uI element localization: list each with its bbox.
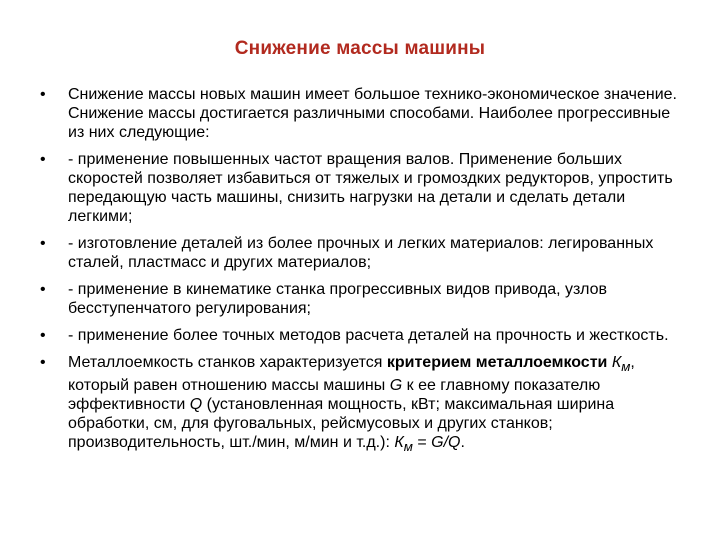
term-bold: критерием металлоемкости — [386, 354, 608, 371]
symbol-subscript: м — [621, 359, 631, 375]
bullet-text: - применение повышенных частот вращения валов. Применение больших скоростей позволяет избавиться от тяжелых и громоздких редукторов, упростить передающую часть машины, снизить нагрузки на детали и сделать детали легкими; — [68, 151, 673, 225]
bullet-marker: • — [40, 354, 46, 371]
text-run: к ее главному показателю эффективности — [68, 377, 601, 414]
symbol-subscript: м — [403, 439, 413, 455]
bullet-item — [40, 326, 690, 345]
text-run: Металлоемкость станков характеризуется — [68, 354, 387, 371]
bullet-item — [40, 353, 690, 456]
slide-title: Снижение массы машины — [234, 38, 486, 59]
bullet-marker: • — [40, 327, 46, 344]
bullet-marker: • — [40, 235, 46, 252]
bullet-text: - применение в кинематике станка прогрессивных видов привода, узлов бесступенчатого регулирования; — [68, 281, 608, 317]
bullet-list — [40, 85, 690, 464]
bullet-marker: • — [40, 281, 46, 298]
text-run: , который равен отношению массы машины — [68, 354, 635, 395]
bullet-item — [40, 150, 690, 226]
text-run: (установленная мощность, кВт; максимальная ширина обработки, см, для фуговальных, рейсмусовых и других станков; производительность, шт./мин, м/мин и т.д.): — [68, 396, 615, 452]
bullet-text: - изготовление деталей из более прочных и легких материалов: легированных сталей, пластмасс и других материалов; — [68, 235, 654, 271]
text-run: = — [412, 434, 432, 452]
bullet-marker: • — [40, 151, 46, 168]
bullet-marker: • — [40, 86, 46, 103]
formula-ratio: G/Q — [431, 434, 461, 452]
bullet-item — [40, 280, 690, 318]
symbol-q: Q — [189, 396, 203, 414]
symbol-k: К — [394, 434, 404, 452]
bullet-item — [40, 234, 690, 272]
bullet-text — [68, 354, 635, 455]
symbol-k: К — [611, 354, 622, 371]
bullet-item — [40, 85, 690, 142]
text-run: . — [460, 434, 465, 452]
bullet-text: - применение более точных методов расчета деталей на прочность и жесткость. — [68, 327, 669, 344]
symbol-g: G — [389, 377, 403, 395]
bullet-text: Снижение массы новых машин имеет большое технико-экономическое значение. Снижение массы достигается различными способами. Наиболее прогрессивные из них следующие: — [68, 86, 677, 141]
